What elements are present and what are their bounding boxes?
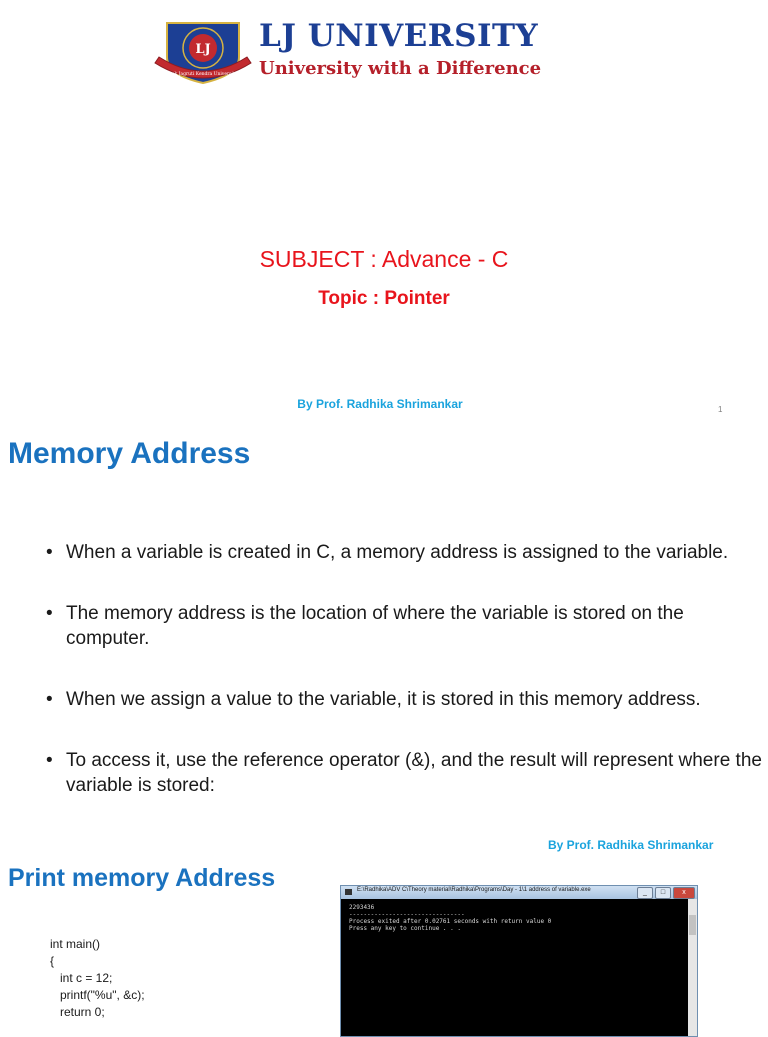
console-window (340, 885, 698, 1037)
slide-number: 1 (718, 405, 723, 414)
bullet-list (46, 540, 766, 834)
topic-title: Topic : Pointer (318, 288, 450, 309)
university-logo-emblem (153, 13, 253, 85)
subject-title: SUBJECT : Advance - C (259, 246, 509, 272)
maximize-button[interactable]: □ (655, 887, 671, 899)
console-app-icon (345, 889, 352, 895)
memory-address-heading: Memory Address (8, 437, 251, 470)
author-byline: By Prof. Radhika Shrimankar (297, 397, 463, 411)
console-title-bar (341, 886, 697, 899)
minimize-button[interactable]: _ (637, 887, 653, 899)
console-scrollbar[interactable] (688, 899, 697, 1036)
emblem-letters: LJ (195, 42, 211, 57)
bullet-item: • The memory address is the location of where the variable is stored on the computer. (46, 601, 766, 651)
university-tagline: University with a Difference (259, 58, 542, 79)
university-name: LJ UNIVERSITY (259, 18, 539, 54)
console-output: 2293436 -------------------------------- Process exited after 0.02761 seconds with return value 0 Press any key to continue . . . (349, 904, 552, 932)
print-memory-address-heading: Print memory Address (8, 864, 276, 892)
bullet-item: • To access it, use the reference operator (&), and the result will represent where the variable is stored: (46, 748, 766, 798)
code-sample: int main() { int c = 12; printf("%u", &c); return 0; (50, 937, 145, 1019)
author-byline-2: By Prof. Radhika Shrimankar (548, 838, 714, 852)
console-title: E:\Radhika\ADV C\Theory material\Radhika\Programs\Day - 1\1 address of variable.exe (357, 887, 591, 893)
close-button[interactable]: x (673, 887, 695, 899)
emblem-ribbon-text: Lok Jagruti Kendra University (168, 72, 238, 77)
bullet-item: • When a variable is created in C, a memory address is assigned to the variable. (46, 540, 766, 565)
scrollbar-thumb[interactable] (689, 915, 696, 935)
bullet-item: • When we assign a value to the variable, it is stored in this memory address. (46, 687, 766, 712)
